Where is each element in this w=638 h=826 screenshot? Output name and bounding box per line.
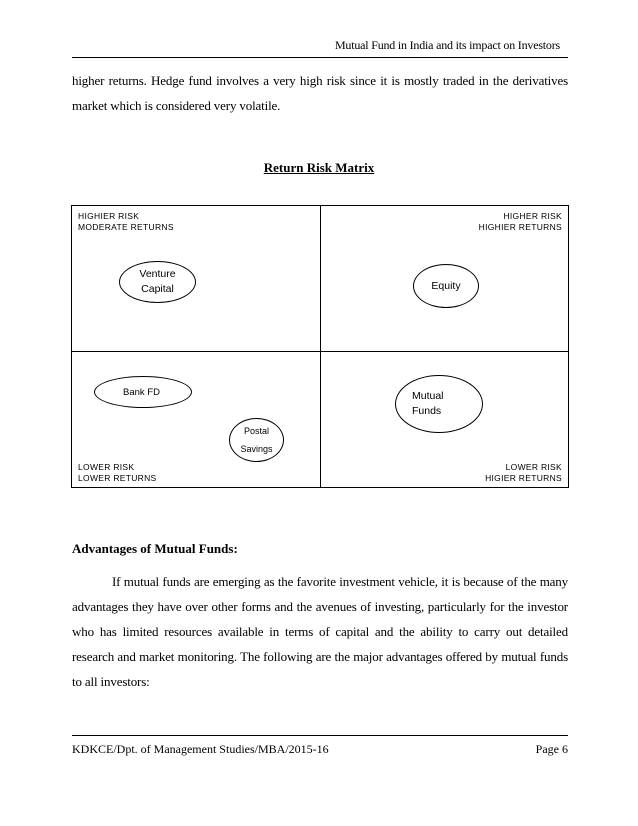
footer-rule xyxy=(72,735,568,736)
quadrant-label-bottom-right xyxy=(485,462,562,484)
page-number: Page 6 xyxy=(535,742,568,756)
quadrant-risk: HIGHIER RISK xyxy=(78,211,140,221)
oval-text: Venture xyxy=(139,268,176,280)
oval-text: Capital xyxy=(141,283,174,295)
quadrant-risk: LOWER RISK xyxy=(505,462,562,472)
quadrant-label-top-left xyxy=(78,211,174,233)
quadrant-risk: LOWER RISK xyxy=(78,462,135,472)
matrix-vertical-divider xyxy=(320,205,321,488)
quadrant-returns: LOWER RETURNS xyxy=(78,473,157,483)
venture-capital-oval xyxy=(119,261,196,303)
oval-text: Savings xyxy=(240,444,273,454)
footer-institution: KDKCE/Dpt. of Management Studies/MBA/2015-16 xyxy=(72,742,329,756)
quadrant-risk: HIGHER RISK xyxy=(503,211,562,221)
mutual-funds-oval xyxy=(395,375,483,433)
oval-text: Equity xyxy=(431,279,461,292)
oval-text: Bank FD xyxy=(123,386,160,398)
postal-savings-oval xyxy=(229,418,284,462)
oval-text: Mutual xyxy=(412,390,444,402)
section-paragraph: If mutual funds are emerging as the favorite investment vehicle, it is because of the many advantages they have over other forms and the avenues of investing, particularly for the investor who has limited resources available in terms of capital and the ability to carry out detailed research and market monitoring. The following are the major advantages offered by mutual funds to all investors: xyxy=(72,574,568,689)
intro-paragraph: higher returns. Hedge fund involves a very high risk since it is mostly traded in the derivatives market which is considered very volatile. xyxy=(72,73,568,113)
quadrant-returns: HIGIER RETURNS xyxy=(485,473,562,483)
quadrant-label-bottom-left xyxy=(78,462,157,484)
quadrant-returns: MODERATE RETURNS xyxy=(78,222,174,232)
quadrant-label-top-right xyxy=(479,211,562,233)
equity-oval xyxy=(413,264,479,308)
quadrant-returns: HIGHIER RETURNS xyxy=(478,222,562,232)
section-heading: Advantages of Mutual Funds: xyxy=(72,541,238,556)
oval-text: Postal xyxy=(243,426,269,436)
oval-text: Funds xyxy=(412,405,442,417)
matrix-title: Return Risk Matrix xyxy=(263,160,375,175)
running-header: Mutual Fund in India and its impact on Investors xyxy=(334,38,560,52)
header-rule xyxy=(72,57,568,58)
bank-fd-oval xyxy=(94,376,192,408)
matrix-horizontal-divider xyxy=(71,351,569,352)
